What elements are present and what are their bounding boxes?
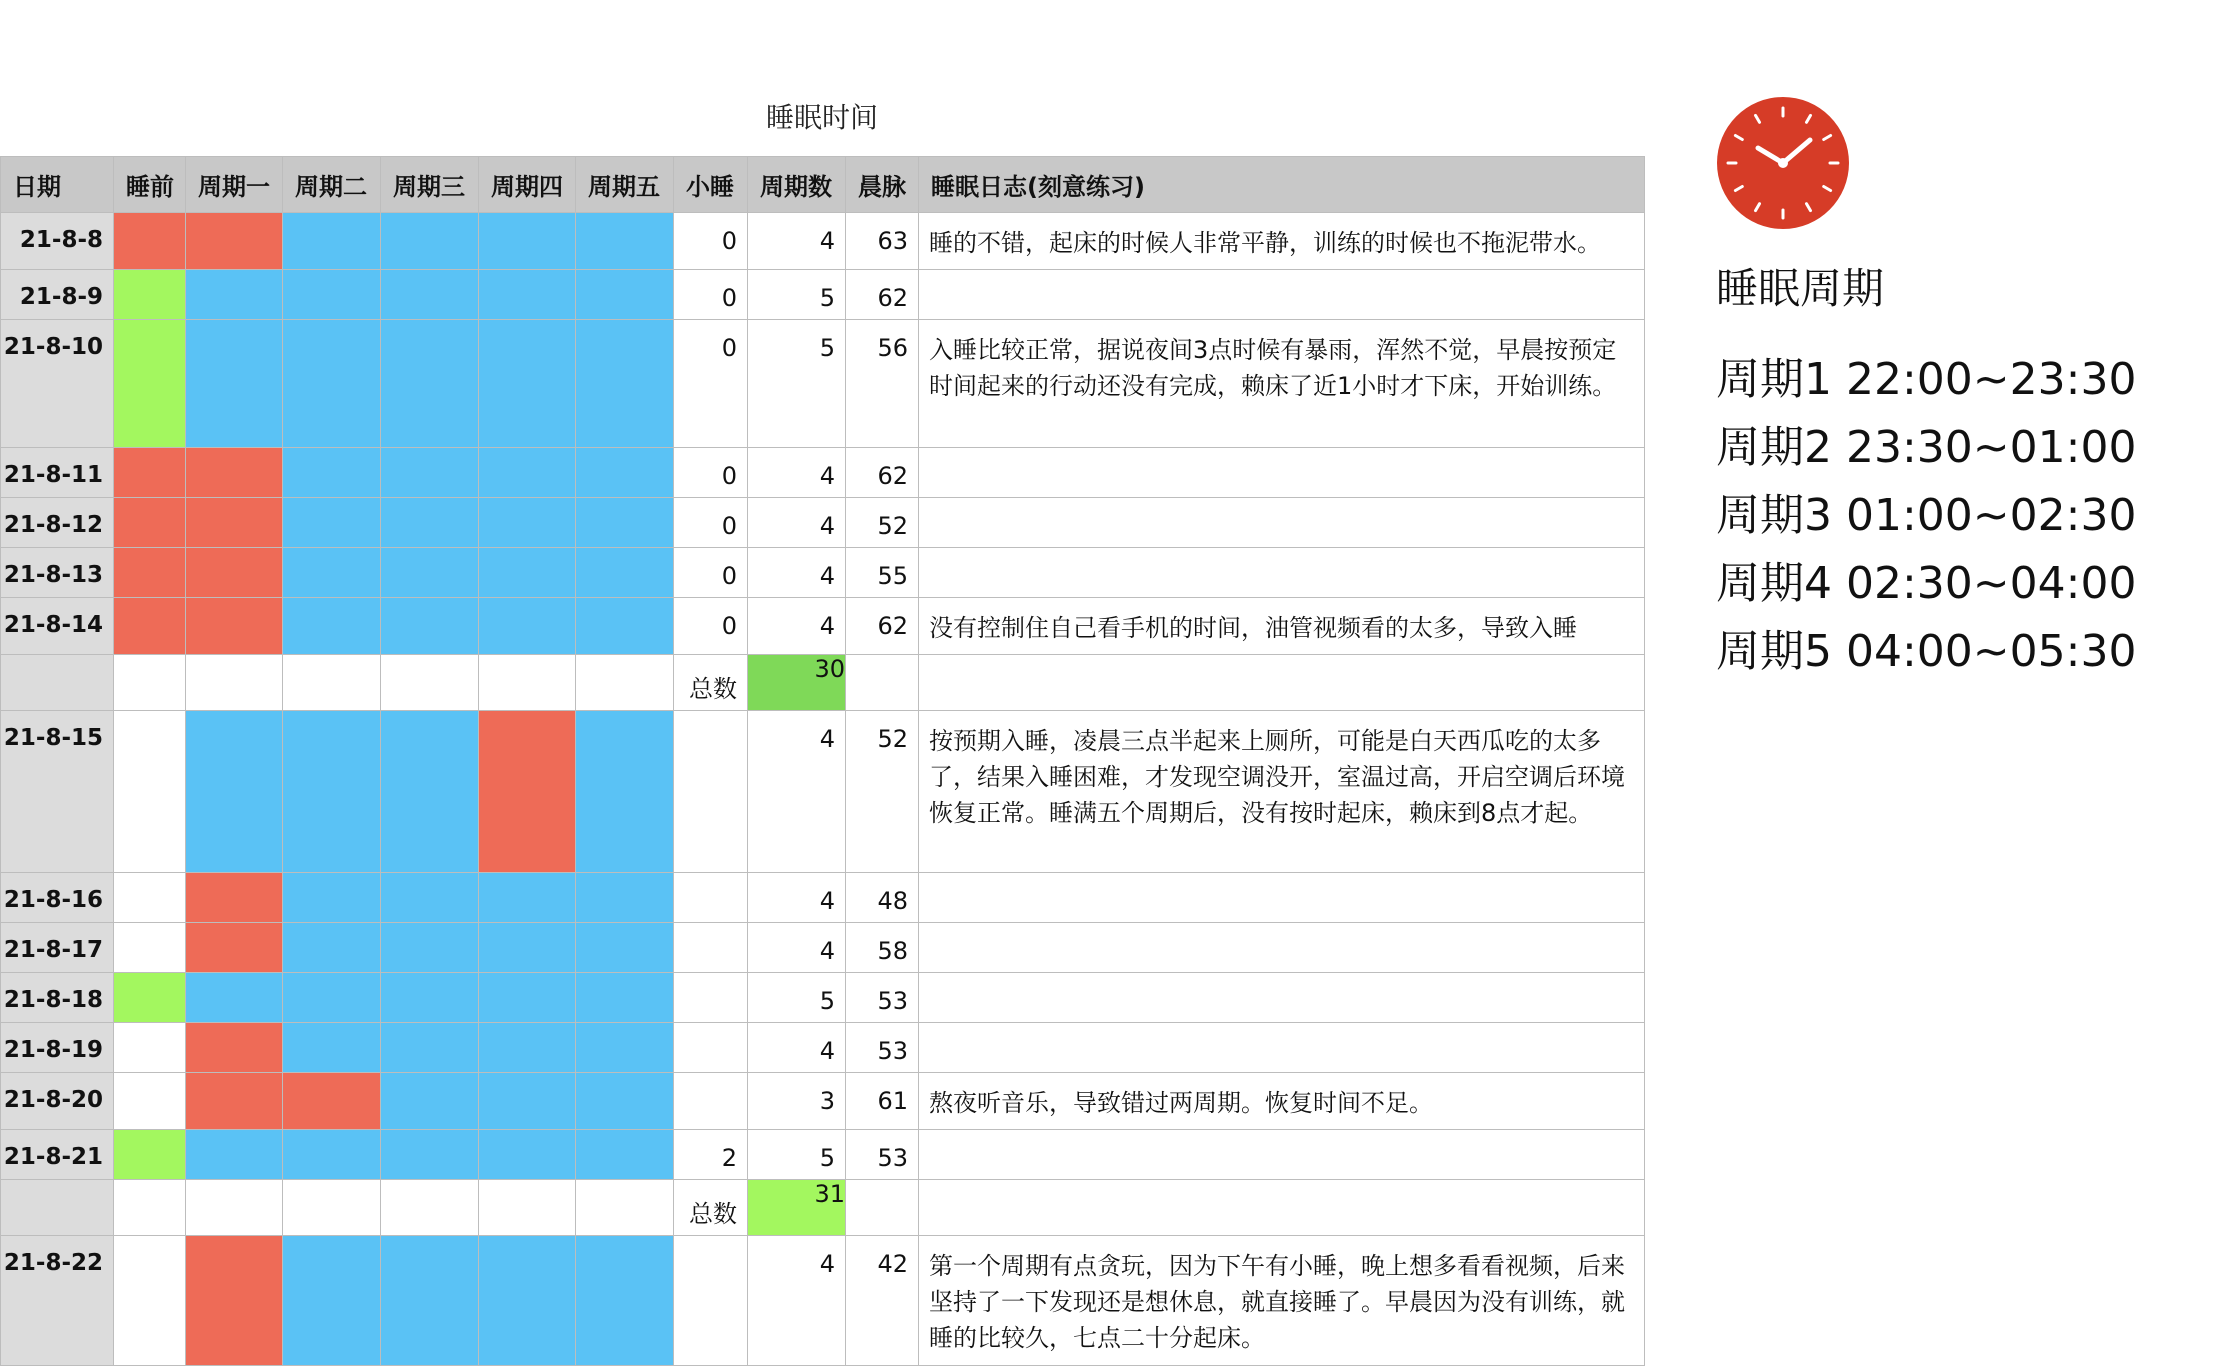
- cycle-2-cell[interactable]: [283, 711, 381, 873]
- cycle-4-cell[interactable]: [479, 213, 576, 270]
- sleep-log-cell[interactable]: 按预期入睡，凌晨三点半起来上厕所，可能是白天西瓜吃的太多了，结果入睡困难，才发现空调没开，室温过高，开启空调后环境恢复正常。睡满五个周期后，没有按时起床，赖床到8点才起。: [919, 711, 1645, 873]
- table-row: [1, 973, 1645, 1023]
- nap-cell[interactable]: [674, 873, 748, 923]
- cycle-period-4: 周期4 02:30~04:00: [1716, 558, 2137, 609]
- table-row: [1, 270, 1645, 320]
- cycle-1-cell[interactable]: [186, 448, 283, 498]
- cycle-5-cell[interactable]: [576, 1130, 674, 1180]
- cycle-4-cell[interactable]: [479, 1073, 576, 1130]
- cycle-5-cell[interactable]: [576, 320, 674, 448]
- header-cycle-5[interactable]: 周期五: [576, 157, 674, 213]
- cycle-3-cell[interactable]: [381, 1023, 479, 1073]
- table-row: [1, 448, 1645, 498]
- cycle-5-cell[interactable]: [576, 923, 674, 973]
- pre-sleep-cell[interactable]: [114, 1130, 186, 1180]
- cycle-1-cell[interactable]: [186, 923, 283, 973]
- cycle-4-cell[interactable]: [479, 711, 576, 873]
- cycle-5-cell[interactable]: [576, 1073, 674, 1130]
- cycle-1-cell[interactable]: [186, 320, 283, 448]
- cycle-1-cell[interactable]: [186, 1073, 283, 1130]
- cycle-3-cell[interactable]: [381, 598, 479, 655]
- cycle-3-cell[interactable]: [381, 1130, 479, 1180]
- nap-cell[interactable]: 2: [674, 1130, 748, 1180]
- cycle-4-cell[interactable]: [479, 598, 576, 655]
- morning-pulse-cell[interactable]: 53: [846, 1130, 919, 1180]
- morning-pulse-cell[interactable]: 48: [846, 873, 919, 923]
- pre-sleep-cell[interactable]: [114, 270, 186, 320]
- cycle-3-cell[interactable]: [381, 548, 479, 598]
- header-cycle-1[interactable]: 周期一: [186, 157, 283, 213]
- cycle-4-cell[interactable]: [479, 923, 576, 973]
- cycle-1-cell[interactable]: [186, 498, 283, 548]
- sleep-log-cell[interactable]: [919, 1180, 1645, 1236]
- sleep-log-cell[interactable]: [919, 1023, 1645, 1073]
- cycle-5-cell[interactable]: [576, 1236, 674, 1366]
- nap-cell[interactable]: [674, 923, 748, 973]
- cycle-count-cell[interactable]: 4: [748, 598, 846, 655]
- cycle-1-cell[interactable]: [186, 1236, 283, 1366]
- header-pre-sleep[interactable]: 睡前: [114, 157, 186, 213]
- cycle-count-cell[interactable]: 4: [748, 1023, 846, 1073]
- sleep-cycle-list: [1716, 346, 2136, 686]
- cycle-4-cell[interactable]: [479, 448, 576, 498]
- cycle-count-cell[interactable]: 4: [748, 498, 846, 548]
- cycle-3-cell[interactable]: [381, 270, 479, 320]
- cycle-2-cell[interactable]: [283, 213, 381, 270]
- morning-pulse-cell[interactable]: 42: [846, 1236, 919, 1366]
- pre-sleep-cell[interactable]: [114, 598, 186, 655]
- cycle-3-cell[interactable]: [381, 973, 479, 1023]
- nap-cell[interactable]: 0: [674, 498, 748, 548]
- sleep-log-cell[interactable]: 第一个周期有点贪玩，因为下午有小睡，晚上想多看看视频，后来坚持了一下发现还是想休息，就直接睡了。早晨因为没有训练，就睡的比较久，七点二十分起床。: [919, 1236, 1645, 1366]
- total-value-cell[interactable]: 30: [748, 655, 846, 711]
- cycle-4-cell[interactable]: [479, 1236, 576, 1366]
- cycle-3-cell[interactable]: [381, 498, 479, 548]
- cycle-4-cell[interactable]: [479, 498, 576, 548]
- header-nap[interactable]: 小睡: [674, 157, 748, 213]
- cycle-5-cell[interactable]: [576, 711, 674, 873]
- cycle-count-cell[interactable]: 4: [748, 448, 846, 498]
- cycle-2-cell[interactable]: [283, 270, 381, 320]
- cycle-5-cell[interactable]: [576, 873, 674, 923]
- morning-pulse-cell[interactable]: 53: [846, 973, 919, 1023]
- sleep-log-cell[interactable]: [919, 923, 1645, 973]
- date-cell[interactable]: 21-8-17: [1, 923, 114, 973]
- cycle-5-cell[interactable]: [576, 548, 674, 598]
- nap-cell[interactable]: [674, 1023, 748, 1073]
- total-row: [1, 1180, 1645, 1236]
- morning-pulse-cell[interactable]: 56: [846, 320, 919, 448]
- cycle-2-cell[interactable]: [283, 598, 381, 655]
- sheet-title: 睡眠时间: [765, 101, 878, 134]
- pre-sleep-cell[interactable]: [114, 655, 186, 711]
- cycle-1-cell[interactable]: [186, 213, 283, 270]
- header-morning-pulse[interactable]: 晨脉: [846, 157, 919, 213]
- sleep-log-cell[interactable]: 熬夜听音乐，导致错过两周期。恢复时间不足。: [919, 1073, 1645, 1130]
- date-cell[interactable]: 21-8-18: [1, 973, 114, 1023]
- cycle-4-cell[interactable]: [479, 655, 576, 711]
- clock-icon: [1716, 96, 1850, 230]
- morning-pulse-cell[interactable]: 63: [846, 213, 919, 270]
- cycle-count-cell[interactable]: 4: [748, 213, 846, 270]
- pre-sleep-cell[interactable]: [114, 1180, 186, 1236]
- date-cell[interactable]: 21-8-22: [1, 1236, 114, 1366]
- cycle-2-cell[interactable]: [283, 320, 381, 448]
- nap-cell[interactable]: 0: [674, 213, 748, 270]
- cycle-5-cell[interactable]: [576, 655, 674, 711]
- cycle-1-cell[interactable]: [186, 1023, 283, 1073]
- date-cell[interactable]: [1, 1180, 114, 1236]
- nap-cell[interactable]: 0: [674, 548, 748, 598]
- cycle-5-cell[interactable]: [576, 1023, 674, 1073]
- cycle-period-5: 周期5 04:00~05:30: [1716, 626, 2137, 677]
- date-cell[interactable]: 21-8-13: [1, 548, 114, 598]
- date-cell[interactable]: 21-8-16: [1, 873, 114, 923]
- sleep-log-cell[interactable]: [919, 973, 1645, 1023]
- cycle-4-cell[interactable]: [479, 1023, 576, 1073]
- cycle-4-cell[interactable]: [479, 1180, 576, 1236]
- cycle-2-cell[interactable]: [283, 655, 381, 711]
- nap-cell[interactable]: 0: [674, 320, 748, 448]
- date-cell[interactable]: 21-8-10: [1, 320, 114, 448]
- date-cell[interactable]: 21-8-19: [1, 1023, 114, 1073]
- cycle-count-cell[interactable]: 4: [748, 923, 846, 973]
- total-value-cell[interactable]: 31: [748, 1180, 846, 1236]
- morning-pulse-cell[interactable]: 62: [846, 448, 919, 498]
- cycle-1-cell[interactable]: [186, 873, 283, 923]
- morning-pulse-cell[interactable]: 52: [846, 711, 919, 873]
- table-row: [1, 923, 1645, 973]
- nap-cell[interactable]: [674, 1073, 748, 1130]
- cycle-period-1: 周期1 22:00~23:30: [1716, 354, 2137, 405]
- nap-cell[interactable]: 0: [674, 270, 748, 320]
- date-cell[interactable]: 21-8-15: [1, 711, 114, 873]
- cycle-count-cell[interactable]: 3: [748, 1073, 846, 1130]
- cycle-1-cell[interactable]: [186, 1180, 283, 1236]
- cycle-count-cell[interactable]: 5: [748, 973, 846, 1023]
- table-row: [1, 873, 1645, 923]
- cycle-2-cell[interactable]: [283, 923, 381, 973]
- morning-pulse-cell[interactable]: 58: [846, 923, 919, 973]
- cycle-3-cell[interactable]: [381, 923, 479, 973]
- sleep-cycle-title: 睡眠周期: [1716, 264, 1885, 313]
- cycle-4-cell[interactable]: [479, 320, 576, 448]
- cycle-4-cell[interactable]: [479, 973, 576, 1023]
- cycle-3-cell[interactable]: [381, 448, 479, 498]
- cycle-1-cell[interactable]: [186, 711, 283, 873]
- morning-pulse-cell[interactable]: 62: [846, 598, 919, 655]
- morning-pulse-cell[interactable]: 62: [846, 270, 919, 320]
- morning-pulse-cell[interactable]: 53: [846, 1023, 919, 1073]
- sleep-log-cell[interactable]: [919, 548, 1645, 598]
- sleep-log-cell[interactable]: [919, 270, 1645, 320]
- header-date[interactable]: 日期: [1, 157, 114, 213]
- pre-sleep-cell[interactable]: [114, 1023, 186, 1073]
- morning-pulse-cell[interactable]: [846, 655, 919, 711]
- cycle-period-2: 周期2 23:30~01:00: [1716, 422, 2137, 473]
- cycle-1-cell[interactable]: [186, 973, 283, 1023]
- cycle-4-cell[interactable]: [479, 1130, 576, 1180]
- pre-sleep-cell[interactable]: [114, 498, 186, 548]
- table-row: [1, 711, 1645, 873]
- sleep-log-cell[interactable]: 入睡比较正常，据说夜间3点时候有暴雨，浑然不觉，早晨按预定时间起来的行动还没有完成，赖床了近1小时才下床，开始训练。: [919, 320, 1645, 448]
- morning-pulse-cell[interactable]: [846, 1180, 919, 1236]
- cycle-1-cell[interactable]: [186, 1130, 283, 1180]
- cycle-3-cell[interactable]: [381, 1236, 479, 1366]
- sleep-log-cell[interactable]: [919, 498, 1645, 548]
- pre-sleep-cell[interactable]: [114, 973, 186, 1023]
- cycle-2-cell[interactable]: [283, 448, 381, 498]
- header-cycle-count[interactable]: 周期数: [748, 157, 846, 213]
- header-cycle-2[interactable]: 周期二: [283, 157, 381, 213]
- cycle-2-cell[interactable]: [283, 1180, 381, 1236]
- morning-pulse-cell[interactable]: 52: [846, 498, 919, 548]
- sleep-table: [0, 156, 1645, 1366]
- date-cell[interactable]: 21-8-8: [1, 213, 114, 270]
- date-cell[interactable]: 21-8-20: [1, 1073, 114, 1130]
- cycle-4-cell[interactable]: [479, 270, 576, 320]
- cycle-1-cell[interactable]: [186, 655, 283, 711]
- cycle-5-cell[interactable]: [576, 598, 674, 655]
- cycle-2-cell[interactable]: [283, 873, 381, 923]
- header-sleep-log[interactable]: 睡眠日志(刻意练习): [919, 157, 1645, 213]
- cycle-3-cell[interactable]: [381, 1180, 479, 1236]
- cycle-3-cell[interactable]: [381, 655, 479, 711]
- table-row: [1, 1236, 1645, 1366]
- table-row: [1, 598, 1645, 655]
- cycle-1-cell[interactable]: [186, 598, 283, 655]
- cycle-3-cell[interactable]: [381, 213, 479, 270]
- morning-pulse-cell[interactable]: 55: [846, 548, 919, 598]
- cycle-3-cell[interactable]: [381, 320, 479, 448]
- table-body: [1, 213, 1645, 1366]
- cycle-2-cell[interactable]: [283, 1073, 381, 1130]
- date-cell[interactable]: 21-8-9: [1, 270, 114, 320]
- cycle-5-cell[interactable]: [576, 973, 674, 1023]
- total-label-cell[interactable]: 总数: [674, 1180, 748, 1236]
- cycle-count-cell[interactable]: 4: [748, 1236, 846, 1366]
- pre-sleep-cell[interactable]: [114, 448, 186, 498]
- cycle-2-cell[interactable]: [283, 498, 381, 548]
- sleep-log-cell[interactable]: 没有控制住自己看手机的时间，油管视频看的太多，导致入睡: [919, 598, 1645, 655]
- pre-sleep-cell[interactable]: [114, 923, 186, 973]
- cycle-count-cell[interactable]: 4: [748, 873, 846, 923]
- nap-cell[interactable]: 0: [674, 448, 748, 498]
- cycle-3-cell[interactable]: [381, 711, 479, 873]
- total-label-cell[interactable]: 总数: [674, 655, 748, 711]
- morning-pulse-cell[interactable]: 61: [846, 1073, 919, 1130]
- date-cell[interactable]: 21-8-11: [1, 448, 114, 498]
- cycle-2-cell[interactable]: [283, 1236, 381, 1366]
- pre-sleep-cell[interactable]: [114, 711, 186, 873]
- table-row: [1, 498, 1645, 548]
- table-row: [1, 548, 1645, 598]
- cycle-count-cell[interactable]: 5: [748, 270, 846, 320]
- header-row: [1, 157, 1645, 213]
- cycle-2-cell[interactable]: [283, 1130, 381, 1180]
- cycle-count-cell[interactable]: 4: [748, 711, 846, 873]
- header-cycle-4[interactable]: 周期四: [479, 157, 576, 213]
- cycle-4-cell[interactable]: [479, 873, 576, 923]
- cycle-3-cell[interactable]: [381, 1073, 479, 1130]
- date-cell[interactable]: 21-8-12: [1, 498, 114, 548]
- cycle-period-3: 周期3 01:00~02:30: [1716, 490, 2137, 541]
- cycle-5-cell[interactable]: [576, 498, 674, 548]
- cycle-5-cell[interactable]: [576, 213, 674, 270]
- header-cycle-3[interactable]: 周期三: [381, 157, 479, 213]
- table-row: [1, 1073, 1645, 1130]
- cycle-2-cell[interactable]: [283, 1023, 381, 1073]
- pre-sleep-cell[interactable]: [114, 213, 186, 270]
- cycle-5-cell[interactable]: [576, 1180, 674, 1236]
- cycle-2-cell[interactable]: [283, 548, 381, 598]
- sleep-log-cell[interactable]: [919, 1130, 1645, 1180]
- cycle-count-cell[interactable]: 5: [748, 1130, 846, 1180]
- cycle-1-cell[interactable]: [186, 548, 283, 598]
- date-cell[interactable]: 21-8-14: [1, 598, 114, 655]
- nap-cell[interactable]: [674, 1236, 748, 1366]
- table-row: [1, 1023, 1645, 1073]
- total-row: [1, 655, 1645, 711]
- pre-sleep-cell[interactable]: [114, 320, 186, 448]
- pre-sleep-cell[interactable]: [114, 548, 186, 598]
- cycle-count-cell[interactable]: 5: [748, 320, 846, 448]
- cycle-5-cell[interactable]: [576, 270, 674, 320]
- cycle-2-cell[interactable]: [283, 973, 381, 1023]
- nap-cell[interactable]: [674, 973, 748, 1023]
- pre-sleep-cell[interactable]: [114, 1073, 186, 1130]
- nap-cell[interactable]: [674, 711, 748, 873]
- table-row: [1, 1130, 1645, 1180]
- cycle-4-cell[interactable]: [479, 548, 576, 598]
- sleep-log-cell[interactable]: [919, 873, 1645, 923]
- pre-sleep-cell[interactable]: [114, 873, 186, 923]
- nap-cell[interactable]: 0: [674, 598, 748, 655]
- sleep-log-cell[interactable]: [919, 655, 1645, 711]
- cycle-3-cell[interactable]: [381, 873, 479, 923]
- pre-sleep-cell[interactable]: [114, 1236, 186, 1366]
- date-cell[interactable]: [1, 655, 114, 711]
- sleep-log-cell[interactable]: 睡的不错，起床的时候人非常平静，训练的时候也不拖泥带水。: [919, 213, 1645, 270]
- date-cell[interactable]: 21-8-21: [1, 1130, 114, 1180]
- cycle-5-cell[interactable]: [576, 448, 674, 498]
- table-row: [1, 213, 1645, 270]
- cycle-count-cell[interactable]: 4: [748, 548, 846, 598]
- table-row: [1, 320, 1645, 448]
- sleep-log-cell[interactable]: [919, 448, 1645, 498]
- cycle-1-cell[interactable]: [186, 270, 283, 320]
